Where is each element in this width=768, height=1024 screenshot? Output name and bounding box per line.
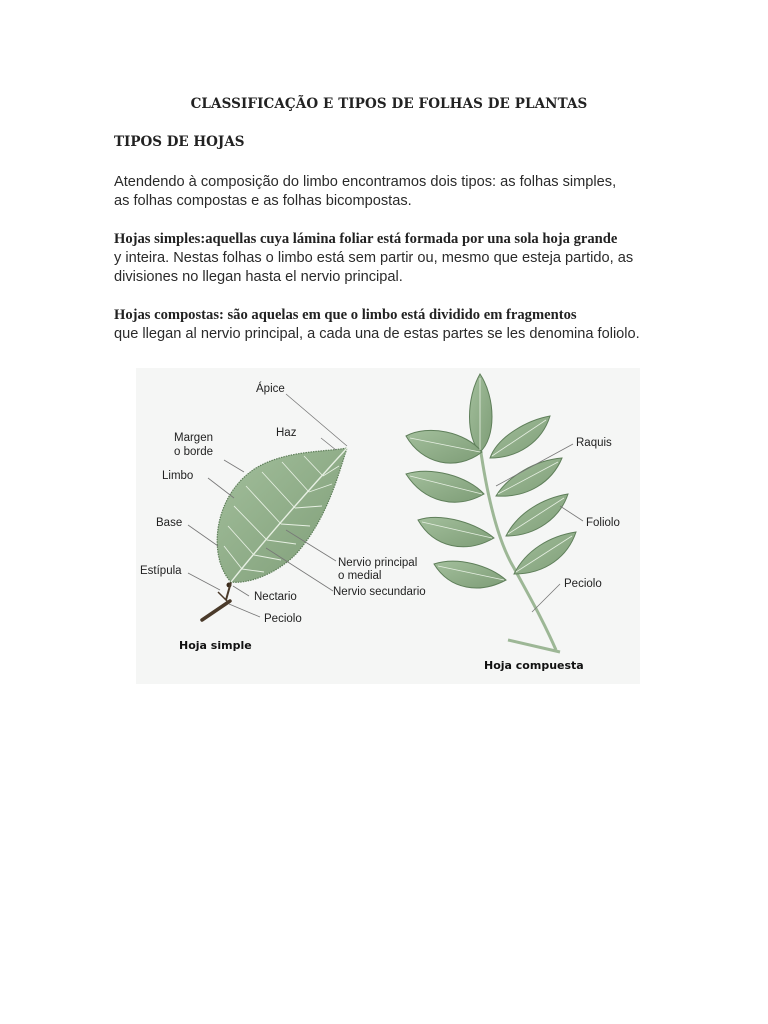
- paragraph-line: y inteira. Nestas folhas o limbo está sem partir ou, mesmo que esteja partido, as: [114, 250, 634, 266]
- document-title: CLASSIFICAÇÃO E TIPOS DE FOLHAS DE PLANTAS: [190, 96, 588, 112]
- paragraph-line: que llegan al nervio principal, a cada una de estas partes se les denomina foliolo.: [114, 326, 640, 342]
- label-foliolo: Foliolo: [586, 517, 620, 529]
- label-base: Base: [156, 517, 183, 529]
- paragraph-lead: Hojas simples:aquellas cuya lámina foliar está formada por una sola hoja grande: [114, 231, 618, 247]
- label-nervio-principal: Nervio principal: [338, 557, 418, 569]
- label-estipula: Estípula: [140, 565, 182, 577]
- paragraph-line: divisiones no llegan hasta el nervio principal.: [114, 269, 403, 285]
- caption-hoja-compuesta: Hoja compuesta: [484, 659, 584, 672]
- leaf-diagram-svg: [136, 368, 640, 684]
- paragraph-intro: [114, 173, 674, 211]
- paragraph-simple-leaves: [114, 230, 674, 287]
- paragraph-line: as folhas compostas e as folhas bicompostas.: [114, 193, 412, 209]
- label-haz: Haz: [276, 427, 297, 439]
- paragraph-compound-leaves: [114, 306, 674, 344]
- paragraph-lead: Hojas compostas: são aquelas em que o limbo está dividido em fragmentos: [114, 307, 577, 323]
- paragraph-line: Atendendo à composição do limbo encontramos dois tipos: as folhas simples,: [114, 174, 617, 190]
- label-peciolo-compuesta: Peciolo: [564, 578, 602, 590]
- label-raquis: Raquis: [576, 437, 612, 449]
- section-heading: TIPOS DE HOJAS: [114, 134, 245, 150]
- label-nectario: Nectario: [254, 591, 297, 603]
- label-o-borde: o borde: [174, 446, 214, 458]
- twig-stem: [202, 601, 230, 620]
- caption-hoja-simple: Hoja simple: [179, 639, 252, 652]
- label-nervio-secundario: Nervio secundario: [333, 586, 426, 598]
- label-limbo: Limbo: [162, 470, 194, 482]
- label-peciolo-simple: Peciolo: [264, 613, 302, 625]
- compound-leaf-illustration: [406, 374, 620, 672]
- label-o-medial: o medial: [338, 570, 382, 582]
- simple-leaf-illustration: [140, 382, 426, 652]
- label-margen: Margen: [174, 432, 213, 444]
- leaf-diagram: [136, 368, 640, 684]
- label-apice: Ápice: [256, 383, 285, 395]
